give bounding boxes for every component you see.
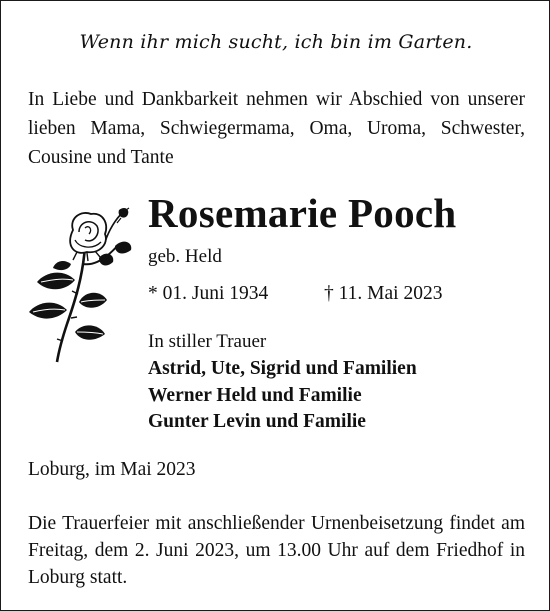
birth-name: geb. Held [148, 246, 222, 267]
ceremony-text: Die Trauerfeier mit anschließender Urnenbeisetzung findet am Freitag, dem 2. Juni 2023, um 13.00 Uhr auf dem Friedhof in Loburg statt. [28, 513, 525, 588]
mourner: Gunter Levin und Familie [148, 411, 366, 432]
place-date: Loburg, im Mai 2023 [28, 459, 196, 480]
deceased-name: Rosemarie Pooch [148, 190, 457, 236]
birth-date: * 01. Juni 1934 [148, 283, 269, 304]
death-date: † 11. Mai 2023 [324, 283, 443, 304]
intro-text: In Liebe und Dankbarkeit nehmen wir Abschied von unserer lieben Mama, Schwiegermama, Oma, Uroma, Schwester, Cousine und Tante [28, 89, 525, 168]
mourners-list [148, 356, 417, 436]
rose-icon [23, 206, 135, 364]
motto: Wenn ihr mich sucht, ich bin im Garten. [79, 31, 473, 53]
mourning-label: In stiller Trauer [148, 331, 267, 352]
mourner: Werner Held und Familie [148, 384, 362, 406]
mourner: Astrid, Ute, Sigrid und Familien [148, 358, 417, 379]
